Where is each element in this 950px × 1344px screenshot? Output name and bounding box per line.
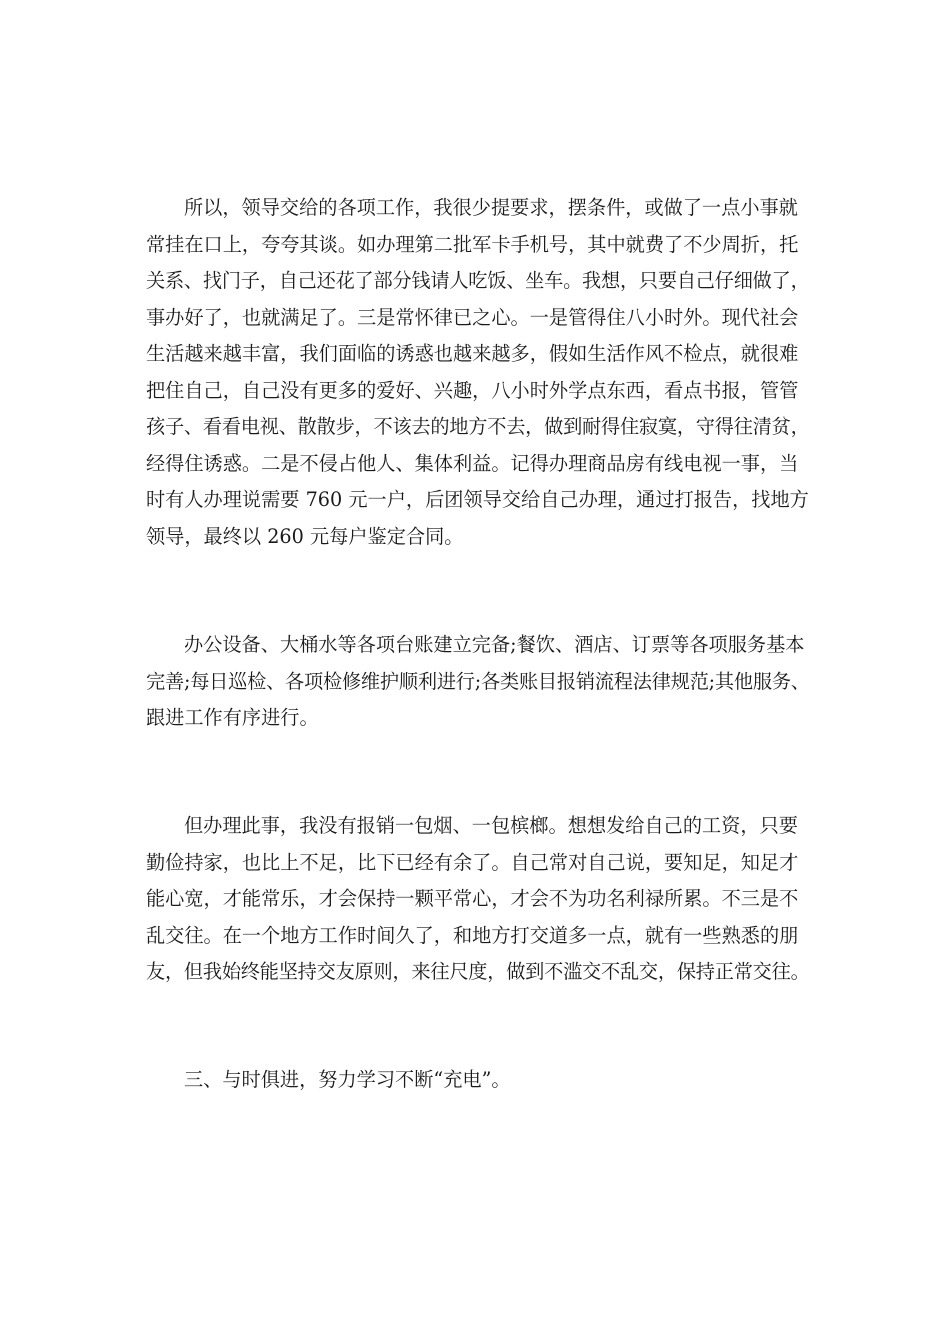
paragraph-line: 孩子、看看电视、散散步，不该去的地方不去，做到耐得住寂寞，守得往清贫， bbox=[146, 415, 810, 438]
paragraph-line: 生活越来越丰富，我们面临的诱惑也越来越多，假如生活作风不检点，就很难 bbox=[146, 342, 799, 365]
paragraph-line: 经得住诱惑。二是不侵占他人、集体利益。记得办理商品房有线电视一事，当 bbox=[146, 451, 799, 475]
paragraph-line: 领导，最终以 260 元每户鉴定合同。 bbox=[146, 524, 464, 548]
paragraph-line: 但办理此事，我没有报销一包烟、一包槟榔。想想发给自己的工资，只要 bbox=[184, 814, 798, 837]
paragraph-line: 事办好了，也就满足了。三是常怀律已之心。一是管得住八小时外。现代社会 bbox=[146, 305, 799, 329]
paragraph-line: 所以，领导交给的各项工作，我很少提要求，摆条件，或做了一点小事就 bbox=[184, 196, 798, 219]
paragraph-line: 完善;每日巡检、各项检修维护顺利进行;各类账目报销流程法律规范;其他服务、 bbox=[146, 669, 810, 693]
paragraph-line: 时有人办理说需要 760 元一户，后团领导交给自己办理，通过打报告，找地方 bbox=[146, 488, 809, 511]
paragraph-integrity bbox=[146, 808, 810, 991]
paragraph-line: 能心宽，才能常乐，才会保持一颗平常心，才会不为功名利禄所累。不三是不 bbox=[146, 887, 799, 910]
paragraph-line: 关系、找门子，自己还花了部分钱请人吃饭、坐车。我想，只要自己仔细做了， bbox=[146, 269, 810, 292]
paragraph-line: 办公设备、大桶水等各项台账建立完备;餐饮、酒店、订票等各项服务基本 bbox=[184, 633, 805, 656]
heading-line: 三、与时俱进，努力学习不断“充电”。 bbox=[184, 1068, 511, 1091]
paragraph-office-services bbox=[146, 627, 810, 737]
paragraph-line: 乱交往。在一个地方工作时间久了，和地方打交道多一点，就有一些熟悉的朋 bbox=[146, 923, 799, 947]
section-heading-learning bbox=[146, 1062, 810, 1099]
paragraph-line: 把住自己，自己没有更多的爱好、兴趣，八小时外学点东西，看点书报，管管 bbox=[146, 378, 799, 402]
paragraph-line: 友，但我始终能坚持交友原则，来往尺度，做到不滥交不乱交，保持正常交往。 bbox=[146, 960, 810, 983]
paragraph-line: 勤俭持家，也比上不足，比下已经有余了。自己常对自己说，要知足，知足才 bbox=[146, 850, 799, 874]
paragraph-work-attitude bbox=[146, 190, 810, 555]
paragraph-line: 跟进工作有序进行。 bbox=[146, 706, 319, 729]
paragraph-line: 常挂在口上，夸夸其谈。如办理第二批军卡手机号，其中就费了不少周折，托 bbox=[146, 232, 799, 256]
